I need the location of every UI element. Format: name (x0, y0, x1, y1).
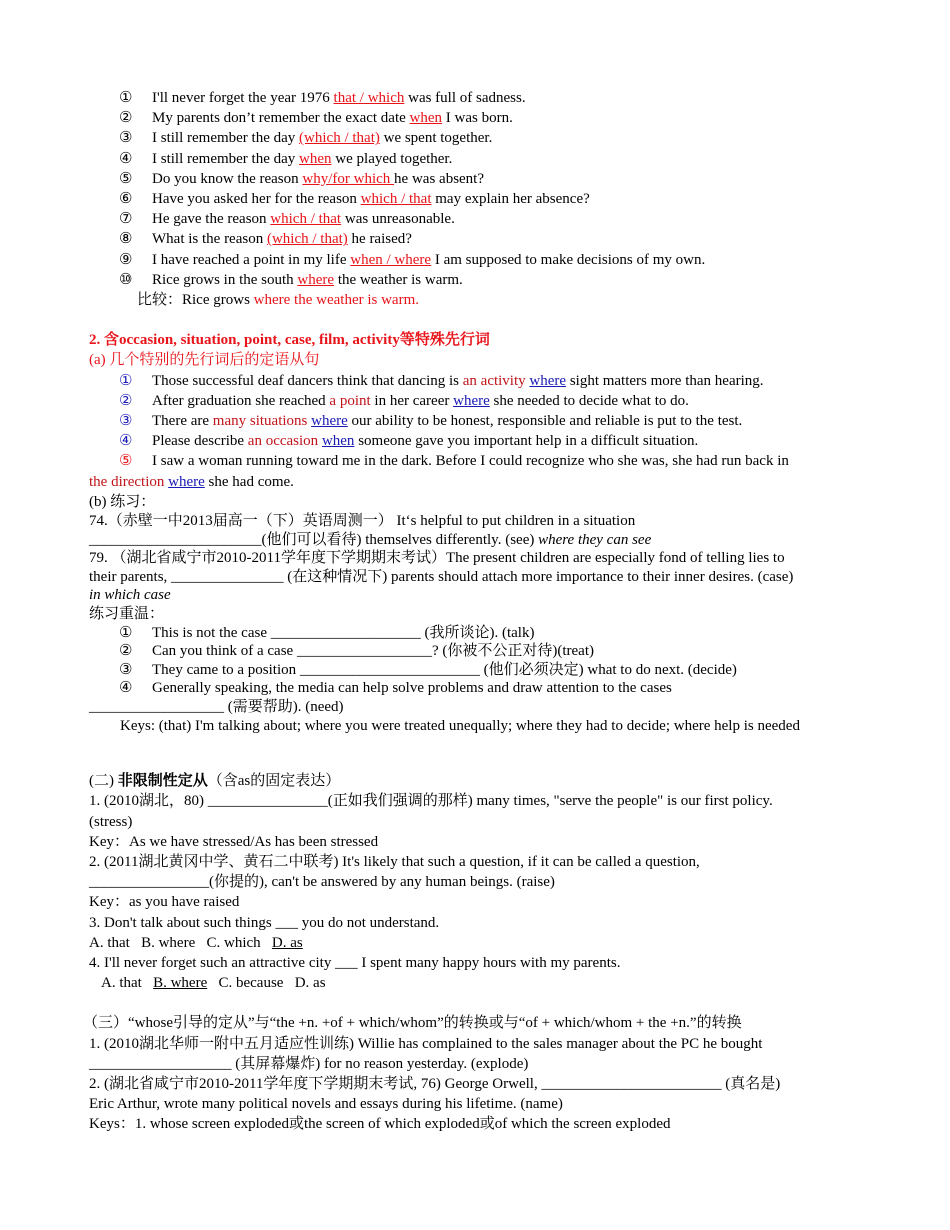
item-number: ② (119, 643, 133, 660)
question-1-cont: (stress) (89, 813, 133, 830)
antecedent: the direction (89, 473, 165, 490)
option: B. where (141, 934, 196, 951)
question-1-cont: ___________________ (其屏幕爆炸) for no reason yesterday. (explode) (89, 1055, 529, 1072)
answer-blank: why/for which (302, 170, 395, 187)
item-number: ③ (119, 130, 133, 147)
antecedent: an occasion (247, 433, 319, 450)
section-whose-conversion (83, 1013, 864, 1134)
item-number: ⑦ (119, 211, 133, 228)
option: C. because (218, 975, 284, 992)
relative-word: when (321, 433, 355, 450)
item-number: ④ (119, 680, 133, 697)
relative-word: where (453, 392, 490, 409)
option: D. as (294, 975, 326, 992)
item-number: ⑤ (119, 453, 133, 470)
answer-blank: which / that (270, 211, 342, 228)
answer-keys: Keys：1. whose screen exploded或the screen of which exploded或of which the screen exploded (89, 1116, 671, 1133)
answer-keys: Keys: (that) I'm talking about; where you were treated unequally; where they had to decide; where help is needed (120, 717, 800, 734)
list-item: ⑦ He gave the reason which / that was unreasonable. (89, 209, 864, 229)
question-1: 1. (2010湖北，80) ________________(正如我们强调的那样) many times, "serve the people" is our first policy. (89, 793, 773, 810)
item-number: ② (119, 392, 133, 409)
list-item: ④ I still remember the day when we played together. (89, 149, 864, 169)
example-list (89, 88, 864, 310)
subheading: (b) 练习： (89, 493, 156, 510)
item-number: ③ (119, 661, 133, 678)
list-item: ④ Generally speaking, the media can help solve problems and draw attention to the cases (119, 680, 672, 697)
question-4-options (89, 973, 864, 993)
question-1: 1. (2010湖北华师一附中五月适应性训练) Willie has complained to the sales manager about the PC he bought (89, 1035, 763, 1052)
item-number: ④ (119, 433, 133, 450)
answer-blank: when (299, 150, 332, 167)
section-heading: (二) 非限制性定从（含as的固定表达） (89, 773, 341, 790)
question-74: 74.（赤壁一中2013届高一（下）英语周测一） It‘s helpful to put children in a situation (89, 513, 636, 530)
answer: in which case (89, 587, 171, 604)
option: A. that (89, 934, 130, 951)
document-page (83, 88, 864, 1135)
relative-word: where (529, 372, 567, 389)
option: C. which (206, 934, 261, 951)
item-number: ② (119, 110, 133, 127)
answer-blank: where (297, 271, 335, 288)
item-number: ① (119, 372, 133, 389)
item-number: ① (119, 624, 133, 641)
question-3: 3. Don't talk about such things ___ you do not understand. (89, 914, 440, 931)
answer-key: Key：as you have raised (89, 894, 240, 911)
correct-option: D. as (271, 934, 303, 951)
option: A. that (101, 975, 142, 992)
section-non-restrictive (89, 771, 864, 993)
list-item: ③ They came to a position ________________________ (他们必须决定) what to do next. (decide) (119, 661, 737, 678)
list-item: ⑨ I have reached a point in my life when / where I am supposed to make decisions of my own. (89, 250, 864, 270)
compare-note: 比较：Rice grows where the weather is warm. (137, 292, 420, 309)
answer-key: Key：As we have stressed/As has been stressed (89, 833, 379, 850)
correct-option: B. where (153, 975, 208, 992)
list-item: ① This is not the case ____________________ (我所谈论). (talk) (119, 624, 535, 641)
list-item: ① Those successful deaf dancers think that dancing is an activity where sight matters more than hearing. (89, 371, 864, 391)
list-item-continuation: the direction where she had come. (89, 473, 294, 490)
antecedent: an activity (462, 372, 526, 389)
question-79-cont: their parents, _______________ (在这种情况下) parents should attach more importance to their inner desires. (case) (89, 568, 794, 585)
question-74-cont: _______________________(他们可以看待) themselves differently. (see) where they can see (89, 531, 652, 548)
item-number: ① (119, 90, 133, 106)
list-item: ② After graduation she reached a point in her career where she needed to decide what to do. (89, 391, 864, 411)
question-2: 2. (湖北省咸宁市2010-2011学年度下学期期末考试, 76) George Orwell, ________________________ (真名是) (89, 1076, 781, 1093)
subheading: 练习重温： (89, 606, 165, 623)
list-item: ② Can you think of a case __________________? (你被不公正对待)(treat) (119, 643, 594, 660)
list-item: ④ Please describe an occasion when someone gave you important help in a difficult situation. (89, 431, 864, 451)
item-number: ⑥ (119, 191, 133, 208)
answer: where they can see (538, 531, 652, 548)
answer-blank: when / where (350, 251, 432, 268)
question-2-cont: Eric Arthur, wrote many political novels and essays during his lifetime. (name) (89, 1096, 563, 1113)
item-number: ⑨ (119, 251, 133, 268)
answer-blank: when (409, 110, 443, 127)
question-79: 79. （湖北省咸宁市2010-2011学年度下学期期末考试）The present children are especially fond of telling lies to (89, 550, 785, 567)
item-number: ⑧ (119, 231, 133, 248)
item-number: ③ (119, 413, 133, 430)
list-item: ⑥ Have you asked her for the reason which / that may explain her absence? (89, 189, 864, 209)
answer-blank: (which / that) (299, 130, 380, 147)
list-item: ⑧ What is the reason (which / that) he raised? (89, 229, 864, 249)
list-item: ⑤ Do you know the reason why/for which he was absent? (89, 169, 864, 189)
question-2: 2. (2011湖北黄冈中学、黄石二中联考) It's likely that such a question, if it can be called a question, (89, 854, 700, 870)
answer-blank: that / which (333, 90, 405, 106)
answer-blank: which / that (360, 191, 432, 208)
item-number: ⑤ (119, 170, 133, 187)
antecedent: many situations (212, 413, 308, 430)
list-item: ① I'll never forget the year 1976 that / which was full of sadness. (89, 88, 864, 108)
list-item: ③ I still remember the day (which / that) we spent together. (89, 128, 864, 148)
list-item: ⑤ I saw a woman running toward me in the dark. Before I could recognize who she was, she had run back in (89, 451, 864, 471)
section-heading: 2. 含occasion, situation, point, case, film, activity等特殊先行词 (89, 332, 490, 349)
list-item: ⑩ Rice grows in the south where the weather is warm. (89, 270, 864, 290)
list-item-continuation: __________________ (需要帮助). (need) (89, 699, 344, 715)
relative-word: where (168, 473, 205, 490)
answer-blank: (which / that) (266, 231, 348, 248)
question-2-cont: ________________(你提的), can't be answered by any human beings. (raise) (89, 874, 555, 891)
subheading: (a) 几个特别的先行词后的定语从句 (89, 352, 320, 369)
section-special-antecedents (89, 330, 864, 735)
question-3-options (89, 933, 864, 953)
relative-word: where (311, 413, 348, 430)
question-4: 4. I'll never forget such an attractive city ___ I spent many happy hours with my parents. (89, 955, 621, 972)
item-number: ④ (119, 150, 133, 167)
list-item: ② My parents don’t remember the exact date when I was born. (89, 108, 864, 128)
list-item: ③ There are many situations where our ability to be honest, responsible and reliable is put to the test. (89, 411, 864, 431)
compare-highlight: where the weather is warm. (253, 292, 420, 309)
antecedent: a point (329, 392, 371, 409)
section-heading: （三）“whose引导的定从”与“the +n. +of + which/whom”的转换或与“of + which/whom + the +n.”的转换 (83, 1015, 742, 1032)
item-number: ⑩ (119, 271, 133, 288)
